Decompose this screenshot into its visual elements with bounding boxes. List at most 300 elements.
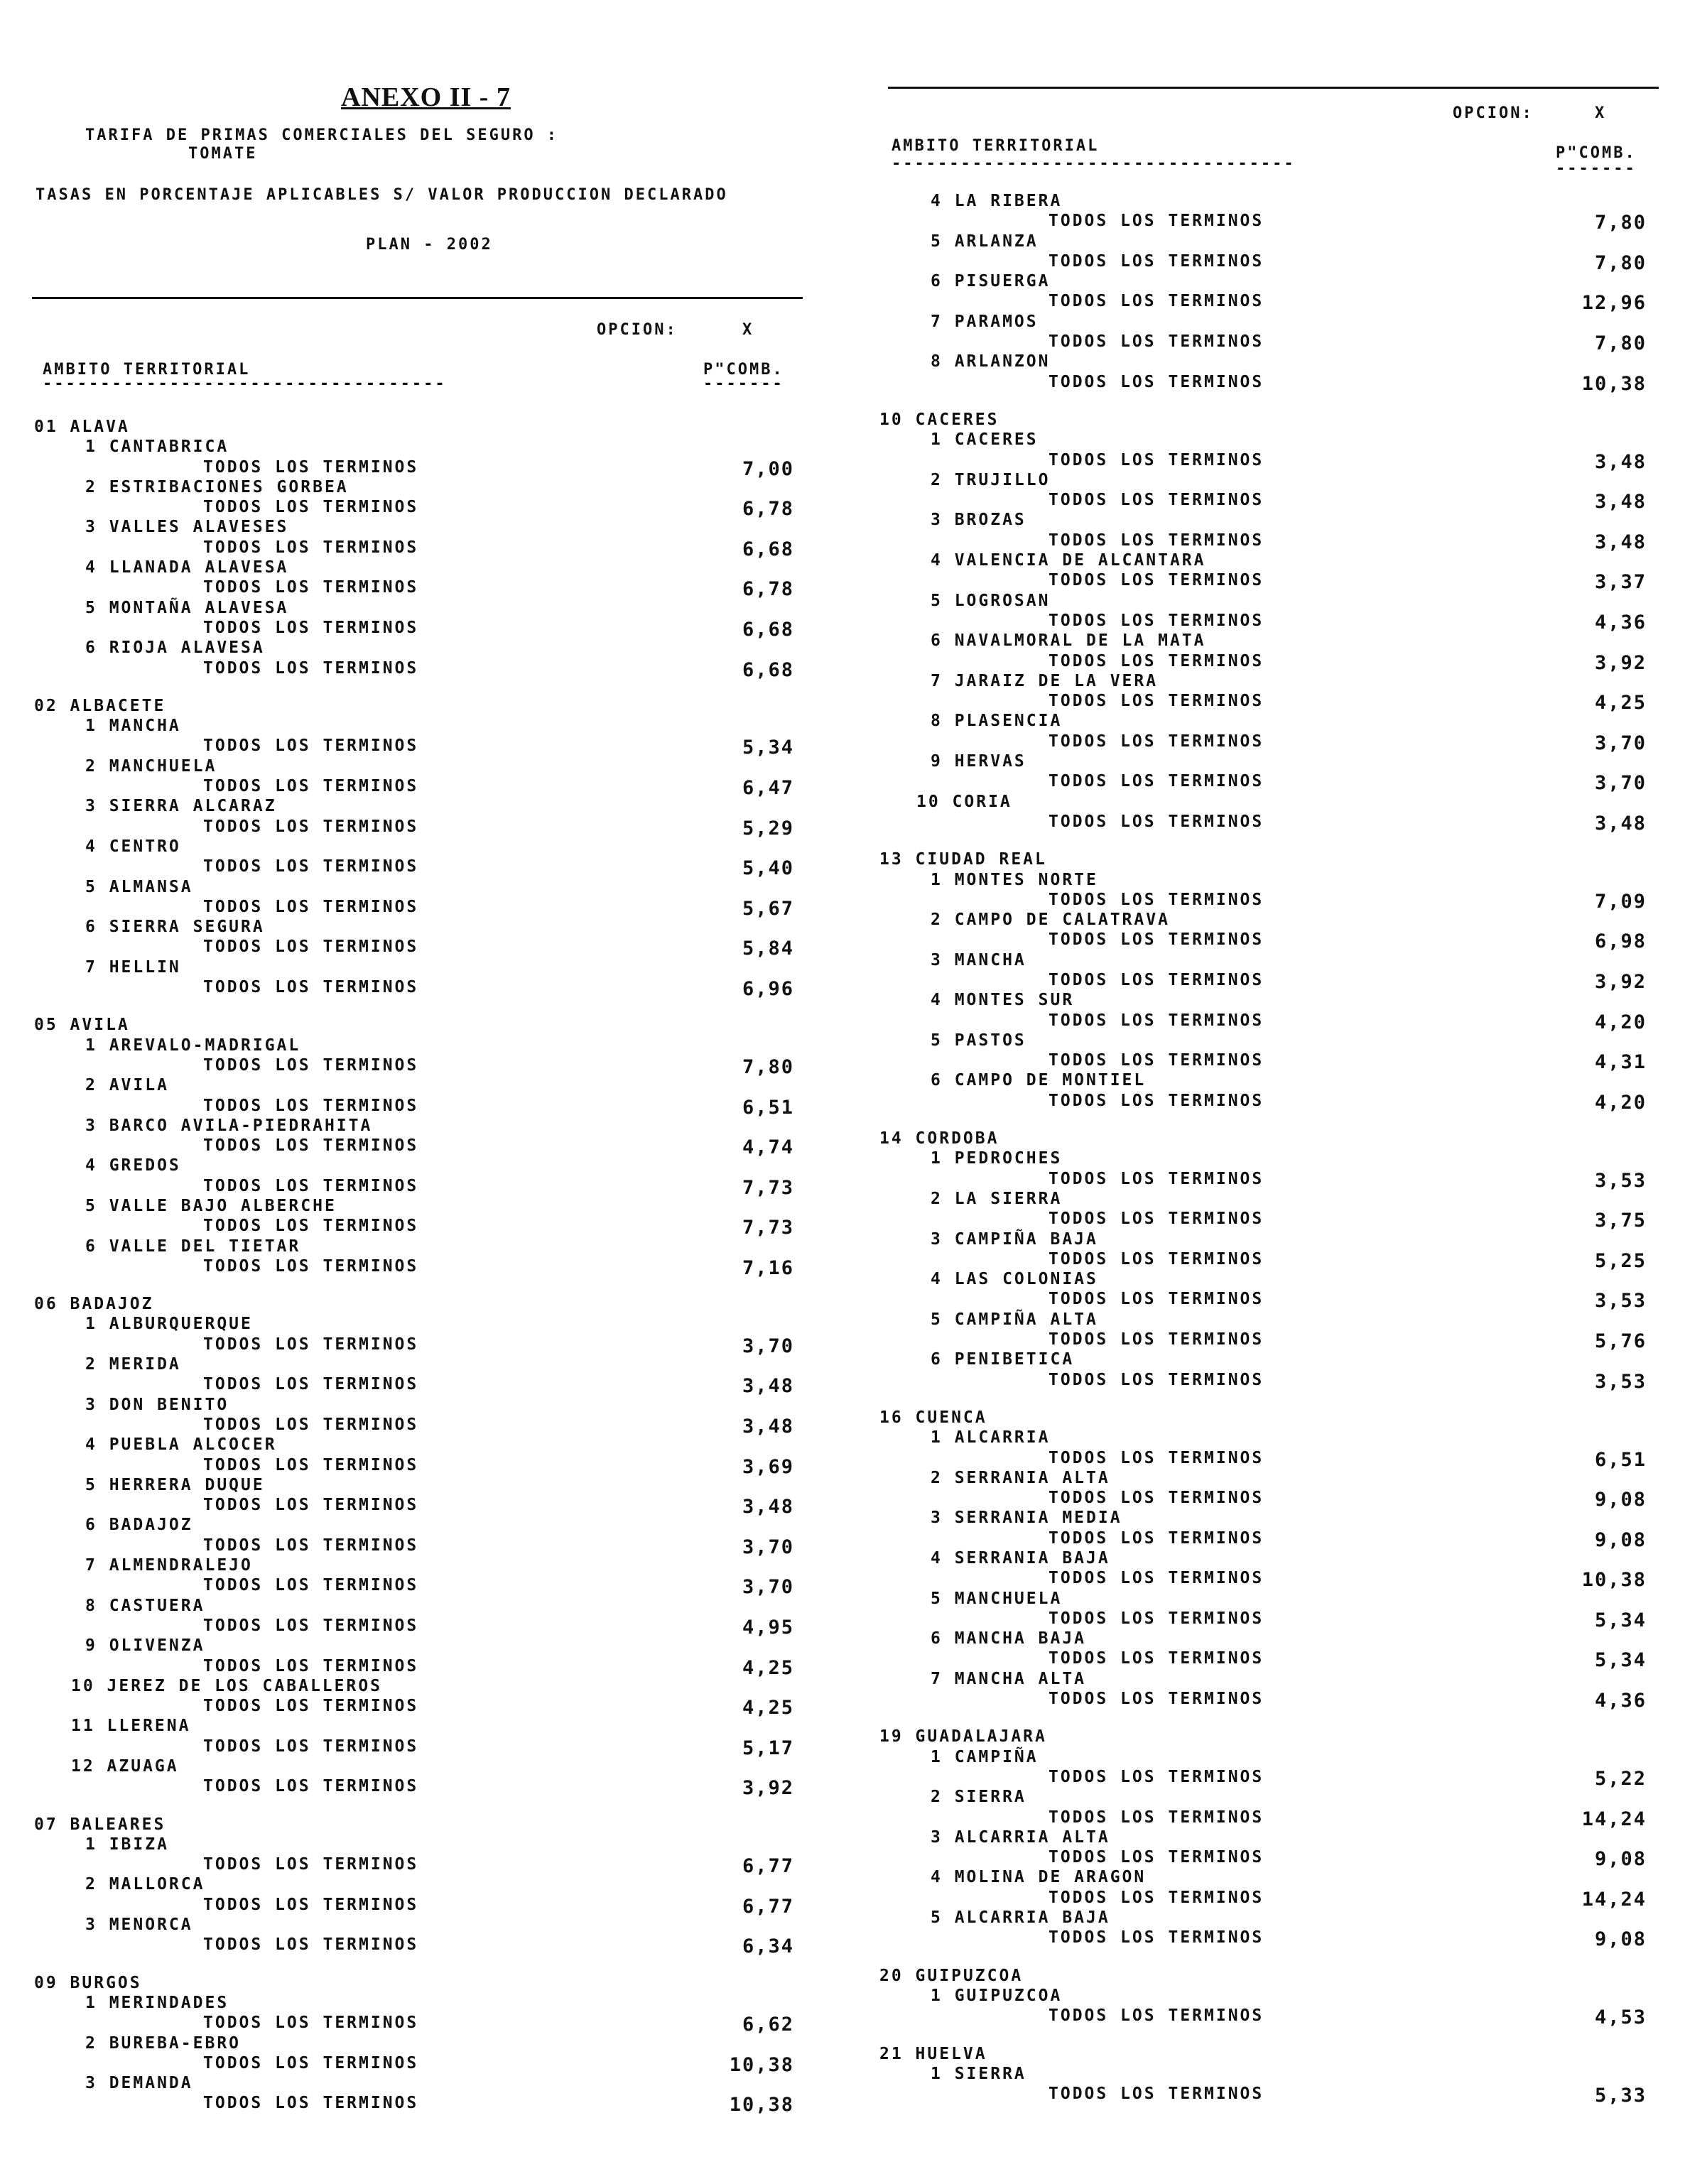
zone-name: 12 AZUAGA xyxy=(71,1757,179,1776)
terms-label: TODOS LOS TERMINOS xyxy=(203,1055,419,1075)
terms-label: TODOS LOS TERMINOS xyxy=(203,777,419,796)
zone-row xyxy=(34,1717,794,1737)
terms-row xyxy=(34,1777,794,1800)
rate-value: 6,78 xyxy=(742,498,794,521)
terms-label: TODOS LOS TERMINOS xyxy=(203,2014,419,2033)
zone-row xyxy=(34,1636,794,1656)
terms-label: TODOS LOS TERMINOS xyxy=(1049,1370,1264,1389)
zone-name: 6 SIERRA SEGURA xyxy=(85,918,265,937)
annex-title: ANEXO II - 7 xyxy=(341,82,511,112)
terms-row xyxy=(34,659,794,679)
zone-row xyxy=(879,272,1647,292)
zone-row xyxy=(34,518,794,538)
rate-value: 3,70 xyxy=(742,1536,794,1558)
zone-name: 1 GUIPUZCOA xyxy=(931,1986,1063,2005)
terms-row xyxy=(879,1690,1647,1710)
zone-name: 3 DEMANDA xyxy=(85,2074,193,2093)
rate-value: 12,96 xyxy=(1581,292,1647,315)
zone-name: 3 BARCO AVILA-PIEDRAHITA xyxy=(85,1116,373,1135)
zone-name: 6 MANCHA BAJA xyxy=(931,1629,1087,1648)
province-name: 19 GUADALAJARA xyxy=(879,1727,1047,1746)
zone-row xyxy=(879,551,1647,571)
zone-row xyxy=(879,991,1647,1011)
zone-row xyxy=(34,1355,794,1375)
rate-value: 5,22 xyxy=(1594,1767,1647,1790)
zone-name: 1 SIERRA xyxy=(931,2064,1026,2083)
section-gap xyxy=(34,1956,794,1974)
terms-row xyxy=(879,1888,1647,1911)
zone-row xyxy=(879,951,1647,971)
zone-name: 6 CAMPO DE MONTIEL xyxy=(931,1071,1147,1090)
terms-row xyxy=(34,1737,794,1757)
zone-row xyxy=(879,1908,1647,1928)
terms-label: TODOS LOS TERMINOS xyxy=(1049,2085,1264,2104)
rate-value: 3,48 xyxy=(742,1496,794,1519)
zone-row xyxy=(879,2065,1647,2085)
terms-label: TODOS LOS TERMINOS xyxy=(203,1335,419,1354)
rate-value: 4,53 xyxy=(1594,2006,1647,2029)
terms-label: TODOS LOS TERMINOS xyxy=(1049,1609,1264,1628)
zone-row xyxy=(34,717,794,737)
terms-label: TODOS LOS TERMINOS xyxy=(1049,1489,1264,1508)
rate-value: 9,08 xyxy=(1594,1489,1647,1511)
rate-value: 5,25 xyxy=(1594,1249,1647,1272)
zone-row xyxy=(34,837,794,857)
terms-row xyxy=(34,1496,794,1519)
province-heading xyxy=(879,1967,1647,1987)
header-rule-right xyxy=(888,87,1659,89)
terms-row xyxy=(879,652,1647,672)
zone-name: 4 CENTRO xyxy=(85,837,181,856)
zone-name: 5 CAMPIÑA ALTA xyxy=(931,1310,1098,1329)
terms-row xyxy=(879,772,1647,795)
terms-label: TODOS LOS TERMINOS xyxy=(203,1616,419,1635)
rate-value: 7,80 xyxy=(1594,332,1647,355)
terms-row xyxy=(34,578,794,601)
terms-row xyxy=(34,2014,794,2036)
terms-row xyxy=(879,812,1647,835)
section-gap xyxy=(879,1710,1647,1727)
zone-name: 7 HELLIN xyxy=(85,957,181,977)
province-name: 20 GUIPUZCOA xyxy=(879,1966,1024,1985)
zone-name: 3 MENORCA xyxy=(85,1916,193,1935)
province-name: 09 BURGOS xyxy=(34,1973,142,1992)
zone-row xyxy=(879,793,1647,813)
rate-value: 6,77 xyxy=(742,1855,794,1878)
terms-label: TODOS LOS TERMINOS xyxy=(203,857,419,876)
terms-label: TODOS LOS TERMINOS xyxy=(1049,1767,1264,1786)
zone-name: 8 PLASENCIA xyxy=(931,712,1063,731)
zone-row xyxy=(879,631,1647,651)
rate-value: 7,73 xyxy=(742,1176,794,1199)
zone-row xyxy=(34,558,794,578)
zone-row xyxy=(34,478,794,498)
zone-row xyxy=(879,1549,1647,1569)
rate-value: 3,70 xyxy=(1594,772,1647,795)
province-heading xyxy=(34,1295,794,1315)
tariff-title-line2: TOMATE xyxy=(188,145,258,163)
terms-label: TODOS LOS TERMINOS xyxy=(1049,1051,1264,1070)
zone-row xyxy=(879,352,1647,372)
terms-row xyxy=(879,491,1647,514)
rate-value: 10,38 xyxy=(1581,1569,1647,1592)
terms-row xyxy=(879,1250,1647,1270)
terms-row xyxy=(879,930,1647,953)
zone-row xyxy=(34,1237,794,1257)
rate-value: 14,24 xyxy=(1581,1808,1647,1830)
zone-row xyxy=(34,757,794,777)
zone-name: 6 NAVALMORAL DE LA MATA xyxy=(931,631,1206,651)
zone-name: 5 LOGROSAN xyxy=(931,591,1051,610)
zone-name: 3 SERRANIA MEDIA xyxy=(931,1509,1122,1528)
zone-name: 1 MONTES NORTE xyxy=(931,870,1098,889)
province-heading xyxy=(34,418,794,438)
terms-label: TODOS LOS TERMINOS xyxy=(203,1217,419,1236)
terms-row xyxy=(34,2094,794,2117)
province-heading xyxy=(34,1974,794,1994)
province-name: 06 BADAJOZ xyxy=(34,1295,154,1314)
province-heading xyxy=(879,850,1647,870)
terms-label: TODOS LOS TERMINOS xyxy=(1049,1649,1264,1668)
terms-label: TODOS LOS TERMINOS xyxy=(203,1176,419,1195)
zone-name: 3 ALCARRIA ALTA xyxy=(931,1827,1110,1847)
terms-row xyxy=(34,777,794,800)
rate-value: 3,53 xyxy=(1594,1370,1647,1393)
rate-value: 5,40 xyxy=(742,857,794,880)
rate-value: 5,17 xyxy=(742,1737,794,1759)
zone-name: 2 LA SIERRA xyxy=(931,1189,1063,1208)
terms-label: TODOS LOS TERMINOS xyxy=(203,1656,419,1675)
terms-row xyxy=(879,212,1647,232)
zone-row xyxy=(879,1310,1647,1330)
zone-name: 5 VALLE BAJO ALBERCHE xyxy=(85,1196,337,1215)
terms-row xyxy=(879,1449,1647,1469)
terms-row xyxy=(879,1609,1647,1629)
terms-label: TODOS LOS TERMINOS xyxy=(1049,1249,1264,1268)
zone-name: 1 MANCHA xyxy=(85,717,181,736)
terms-label: TODOS LOS TERMINOS xyxy=(1049,890,1264,909)
terms-row xyxy=(34,1657,794,1677)
province-heading xyxy=(879,411,1647,430)
zone-name: 4 MOLINA DE ARAGON xyxy=(931,1868,1147,1887)
rate-value: 7,80 xyxy=(742,1055,794,1078)
section-gap xyxy=(34,1798,794,1815)
terms-row xyxy=(879,971,1647,991)
zone-row xyxy=(34,1117,794,1136)
ambito-label-right: AMBITO TERRITORIAL xyxy=(892,137,1100,155)
terms-row xyxy=(34,1935,794,1958)
terms-label: TODOS LOS TERMINOS xyxy=(203,1415,419,1434)
terms-label: TODOS LOS TERMINOS xyxy=(1049,450,1264,469)
terms-row xyxy=(879,1808,1647,1828)
rate-value: 9,08 xyxy=(1594,1848,1647,1871)
zone-name: 2 MERIDA xyxy=(85,1355,181,1374)
rate-value: 3,48 xyxy=(1594,491,1647,514)
zone-row xyxy=(34,1757,794,1777)
zone-name: 6 VALLE DEL TIETAR xyxy=(85,1237,301,1256)
section-gap xyxy=(879,1391,1647,1408)
zone-row xyxy=(34,1516,794,1536)
section-gap xyxy=(879,393,1647,411)
zone-row xyxy=(34,1476,794,1496)
zone-row xyxy=(34,2034,794,2054)
rate-value: 4,20 xyxy=(1594,1011,1647,1033)
terms-row xyxy=(879,692,1647,715)
zone-name: 2 BUREBA-EBRO xyxy=(85,2033,242,2053)
zone-row xyxy=(879,1788,1647,1808)
rate-value: 4,25 xyxy=(742,1656,794,1679)
terms-row xyxy=(879,1210,1647,1232)
rate-value: 3,75 xyxy=(1594,1210,1647,1232)
zone-row xyxy=(879,1031,1647,1051)
rate-value: 4,36 xyxy=(1594,1690,1647,1712)
terms-label: TODOS LOS TERMINOS xyxy=(1049,212,1264,231)
zone-name: 1 ALCARRIA xyxy=(931,1428,1051,1447)
zone-name: 2 SERRANIA ALTA xyxy=(931,1468,1110,1487)
rate-value: 7,73 xyxy=(742,1217,794,1239)
zone-name: 7 ALMENDRALEJO xyxy=(85,1556,253,1575)
terms-label: TODOS LOS TERMINOS xyxy=(203,1536,419,1555)
rate-value: 3,70 xyxy=(1594,732,1647,754)
rate-value: 3,69 xyxy=(742,1455,794,1478)
zone-name: 11 LLERENA xyxy=(71,1717,191,1736)
zone-row xyxy=(879,1509,1647,1528)
pcomb-underline-left: ------- xyxy=(703,375,784,393)
zone-name: 2 TRUJILLO xyxy=(931,470,1051,489)
rate-value: 9,08 xyxy=(1594,1528,1647,1551)
zone-name: 2 ESTRIBACIONES GORBEA xyxy=(85,477,349,496)
rate-value: 3,92 xyxy=(1594,651,1647,674)
zone-name: 6 RIOJA ALAVESA xyxy=(85,639,265,658)
terms-row xyxy=(879,1848,1647,1871)
terms-label: TODOS LOS TERMINOS xyxy=(203,817,419,836)
rate-value: 5,29 xyxy=(742,817,794,840)
rate-value: 5,67 xyxy=(742,897,794,920)
pcomb-label-left: P"COMB. xyxy=(703,361,784,379)
terms-row xyxy=(879,1011,1647,1031)
zone-row xyxy=(34,1875,794,1895)
zone-name: 8 ARLANZON xyxy=(931,352,1051,371)
zone-row xyxy=(34,1076,794,1096)
rate-value: 4,20 xyxy=(1594,1091,1647,1114)
province-name: 14 CORDOBA xyxy=(879,1129,999,1148)
zone-row xyxy=(879,1230,1647,1250)
zone-row xyxy=(34,1994,794,2014)
terms-label: TODOS LOS TERMINOS xyxy=(1049,732,1264,751)
province-name: 07 BALEARES xyxy=(34,1815,166,1834)
zone-row xyxy=(34,1156,794,1176)
terms-label: TODOS LOS TERMINOS xyxy=(203,737,419,756)
terms-label: TODOS LOS TERMINOS xyxy=(203,618,419,637)
terms-row xyxy=(34,1896,794,1916)
rate-value: 6,51 xyxy=(1594,1448,1647,1471)
zone-name: 5 ALCARRIA BAJA xyxy=(931,1908,1110,1928)
rate-value: 3,53 xyxy=(1594,1290,1647,1313)
rate-value: 4,25 xyxy=(742,1697,794,1720)
terms-label: TODOS LOS TERMINOS xyxy=(203,1375,419,1394)
plan-label: PLAN - 2002 xyxy=(366,236,493,254)
rate-value: 5,84 xyxy=(742,938,794,960)
terms-row xyxy=(34,1576,794,1599)
terms-row xyxy=(34,1097,794,1117)
terms-label: TODOS LOS TERMINOS xyxy=(203,1256,419,1276)
terms-label: TODOS LOS TERMINOS xyxy=(203,1455,419,1474)
terms-label: TODOS LOS TERMINOS xyxy=(203,1697,419,1716)
zone-name: 7 PARAMOS xyxy=(931,312,1039,331)
zone-row xyxy=(879,1428,1647,1448)
province-name: 21 HUELVA xyxy=(879,2044,987,2063)
zone-name: 9 OLIVENZA xyxy=(85,1636,205,1656)
zone-name: 4 VALENCIA DE ALCANTARA xyxy=(931,551,1206,570)
zone-row xyxy=(879,1469,1647,1489)
terms-label: TODOS LOS TERMINOS xyxy=(203,1935,419,1955)
zone-name: 6 PENIBETICA xyxy=(931,1350,1075,1369)
terms-row xyxy=(879,252,1647,272)
terms-label: TODOS LOS TERMINOS xyxy=(1049,1528,1264,1548)
zone-row xyxy=(879,1270,1647,1290)
rate-value: 6,51 xyxy=(742,1096,794,1119)
rate-value: 4,36 xyxy=(1594,611,1647,634)
opcion-label-left: OPCION: xyxy=(597,321,678,339)
terms-label: TODOS LOS TERMINOS xyxy=(1049,372,1264,391)
zone-name: 2 MALLORCA xyxy=(85,1875,205,1894)
rate-value: 6,68 xyxy=(742,618,794,641)
terms-row xyxy=(34,1616,794,1639)
terms-label: TODOS LOS TERMINOS xyxy=(203,457,419,477)
zone-name: 8 CASTUERA xyxy=(85,1596,205,1615)
zone-name: 5 HERRERA DUQUE xyxy=(85,1475,265,1494)
terms-row xyxy=(879,1051,1647,1074)
zone-name: 1 AREVALO-MADRIGAL xyxy=(85,1036,301,1055)
terms-row xyxy=(34,857,794,880)
terms-row xyxy=(34,1257,794,1277)
terms-label: TODOS LOS TERMINOS xyxy=(203,1777,419,1796)
terms-row xyxy=(34,817,794,840)
terms-row xyxy=(879,732,1647,752)
terms-label: TODOS LOS TERMINOS xyxy=(1049,292,1264,311)
zone-row xyxy=(34,599,794,619)
zone-name: 4 SERRANIA BAJA xyxy=(931,1549,1110,1568)
tariff-title-line1: TARIFA DE PRIMAS COMERCIALES DEL SEGURO : xyxy=(85,126,559,144)
header-rule-left xyxy=(32,297,803,299)
terms-row xyxy=(879,1569,1647,1592)
zone-row xyxy=(34,2074,794,2094)
zone-name: 6 PISUERGA xyxy=(931,272,1051,291)
rate-value: 3,92 xyxy=(1594,970,1647,993)
zone-row xyxy=(34,1556,794,1576)
terms-row xyxy=(34,978,794,1001)
opcion-value-left: X xyxy=(742,321,754,339)
zone-name: 1 IBIZA xyxy=(85,1835,169,1854)
zone-row xyxy=(879,1987,1647,2006)
terms-row xyxy=(879,531,1647,551)
zone-name: 4 LAS COLONIAS xyxy=(931,1270,1098,1289)
zone-row xyxy=(879,672,1647,692)
zone-name: 3 MANCHA xyxy=(931,950,1026,969)
rate-value: 6,98 xyxy=(1594,930,1647,953)
rate-value: 5,34 xyxy=(1594,1649,1647,1672)
rate-value: 4,25 xyxy=(1594,692,1647,715)
zone-name: 5 PASTOS xyxy=(931,1031,1026,1050)
terms-label: TODOS LOS TERMINOS xyxy=(1049,251,1264,271)
terms-row xyxy=(879,1290,1647,1313)
rate-value: 3,48 xyxy=(1594,812,1647,835)
terms-label: TODOS LOS TERMINOS xyxy=(1049,332,1264,352)
terms-label: TODOS LOS TERMINOS xyxy=(203,1737,419,1756)
zone-row xyxy=(879,1190,1647,1210)
zone-row xyxy=(34,918,794,938)
zone-row xyxy=(34,1835,794,1855)
terms-row xyxy=(34,498,794,521)
rate-value: 4,31 xyxy=(1594,1051,1647,1074)
rate-value: 3,37 xyxy=(1594,571,1647,594)
rate-value: 3,70 xyxy=(742,1335,794,1357)
terms-label: TODOS LOS TERMINOS xyxy=(1049,611,1264,630)
terms-label: TODOS LOS TERMINOS xyxy=(203,1855,419,1874)
zone-row xyxy=(879,1071,1647,1091)
zone-row xyxy=(879,471,1647,491)
zone-name: 5 ALMANSA xyxy=(85,877,193,896)
terms-label: TODOS LOS TERMINOS xyxy=(1049,491,1264,510)
province-heading xyxy=(879,1727,1647,1747)
rate-value: 4,74 xyxy=(742,1136,794,1159)
terms-label: TODOS LOS TERMINOS xyxy=(1049,812,1264,831)
terms-label: TODOS LOS TERMINOS xyxy=(1049,1928,1264,1947)
zone-name: 2 MANCHUELA xyxy=(85,756,217,776)
province-name: 16 CUENCA xyxy=(879,1408,987,1427)
zone-row xyxy=(879,1670,1647,1690)
zone-name: 2 SIERRA xyxy=(931,1788,1026,1807)
zone-row xyxy=(34,438,794,457)
terms-row xyxy=(34,1536,794,1556)
terms-label: TODOS LOS TERMINOS xyxy=(1049,970,1264,989)
zone-name: 9 HERVAS xyxy=(931,752,1026,771)
province-heading xyxy=(879,1129,1647,1149)
rate-value: 10,38 xyxy=(1581,372,1647,395)
zone-row xyxy=(879,1868,1647,1888)
zone-name: 5 MONTAÑA ALAVESA xyxy=(85,598,289,617)
terms-label: TODOS LOS TERMINOS xyxy=(203,1136,419,1156)
zone-name: 10 JEREZ DE LOS CABALLEROS xyxy=(71,1676,383,1695)
zone-name: 7 MANCHA ALTA xyxy=(931,1669,1087,1688)
terms-row xyxy=(879,2085,1647,2107)
terms-label: TODOS LOS TERMINOS xyxy=(203,538,419,557)
right-column-table xyxy=(879,192,1647,2122)
terms-label: TODOS LOS TERMINOS xyxy=(203,498,419,517)
zone-row xyxy=(34,797,794,817)
zone-row xyxy=(879,592,1647,612)
section-gap xyxy=(879,1949,1647,1967)
zone-row xyxy=(879,871,1647,891)
zone-name: 2 CAMPO DE CALATRAVA xyxy=(931,911,1170,930)
zone-row xyxy=(879,232,1647,252)
terms-label: TODOS LOS TERMINOS xyxy=(203,897,419,916)
zone-row xyxy=(34,1396,794,1416)
zone-row xyxy=(879,911,1647,930)
province-name: 02 ALBACETE xyxy=(34,696,166,715)
section-gap xyxy=(34,998,794,1016)
zone-row xyxy=(879,712,1647,732)
terms-label: TODOS LOS TERMINOS xyxy=(203,1096,419,1115)
rate-value: 3,92 xyxy=(742,1777,794,1800)
terms-label: TODOS LOS TERMINOS xyxy=(1049,692,1264,711)
terms-label: TODOS LOS TERMINOS xyxy=(203,1496,419,1515)
zone-row xyxy=(34,1315,794,1335)
opcion-value-right: X xyxy=(1595,104,1607,122)
rate-value: 6,77 xyxy=(742,1895,794,1918)
terms-row xyxy=(879,1330,1647,1353)
zone-row xyxy=(34,878,794,898)
